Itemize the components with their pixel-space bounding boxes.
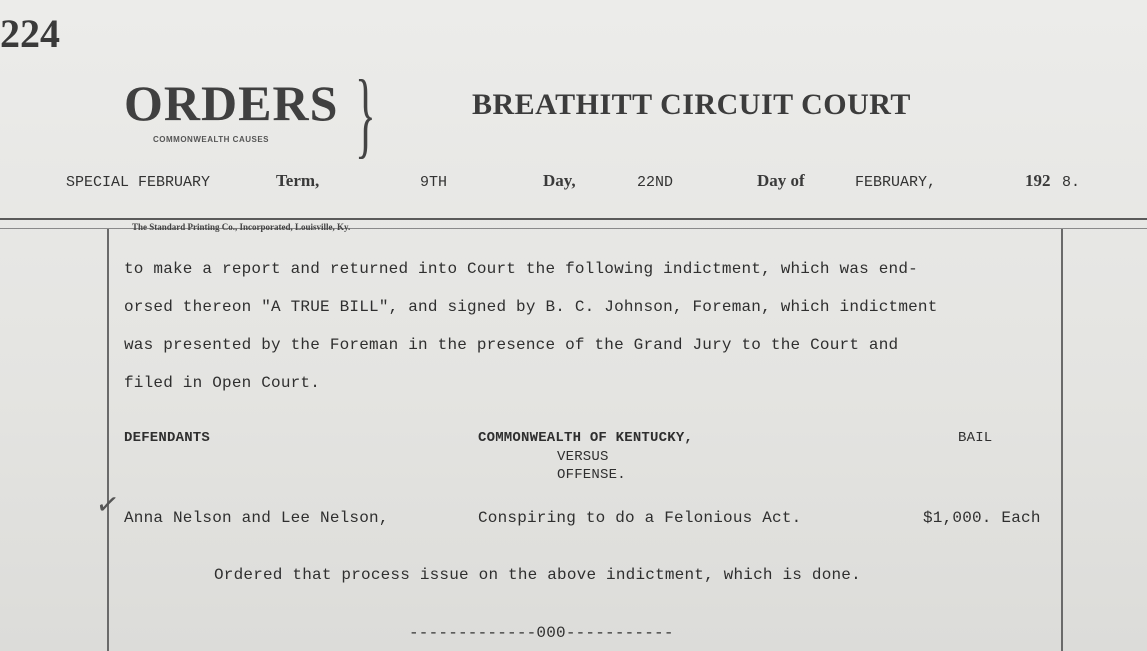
body-line-2: orsed thereon "A TRUE BILL", and signed by B. C. Johnson, Foreman, which indictment [124,298,938,316]
left-margin-line [107,229,109,651]
page-number: 224 [0,11,60,56]
day-value: 9TH [420,174,448,191]
bail-header: BAIL [958,430,993,446]
section-separator: -------------000----------- [409,624,674,642]
caption-versus: VERSUS [557,449,609,465]
defendants-header: DEFENDANTS [124,430,211,446]
term-label: Term, [276,171,320,190]
caption-offense: OFFENSE. [557,467,626,483]
month-value: FEBRUARY, [855,174,937,191]
printer-credit: The Standard Printing Co., Incorporated, Louisville, Ky. [132,222,351,232]
orders-subtitle: COMMONWEALTH CAUSES [153,135,270,144]
header-rule [0,218,1147,220]
day-label: Day, [543,171,576,190]
caption-commonwealth: COMMONWEALTH OF KENTUCKY, [478,430,694,446]
day-of-label: Day of [757,171,805,190]
process-order: Ordered that process issue on the above indictment, which is done. [214,566,861,584]
header-brace: } [355,60,376,167]
body-line-3: was presented by the Foreman in the presence of the Grand Jury to the Court and [124,336,899,354]
checkmark-icon: ✓ [93,486,122,523]
offense-description: Conspiring to do a Felonious Act. [478,509,802,527]
body-line-1: to make a report and returned into Court the following indictment, which was end- [124,260,918,278]
year-prefix: 192 [1025,171,1051,190]
defendant-names: Anna Nelson and Lee Nelson, [124,509,389,527]
court-name: BREATHITT CIRCUIT COURT [472,88,911,121]
year-suffix: 8. [1062,174,1081,191]
day-of-value: 22ND [637,174,674,191]
bail-amount: $1,000. Each [923,509,1041,527]
right-margin-line [1061,229,1063,651]
term-value: SPECIAL FEBRUARY [66,174,211,191]
orders-title: ORDERS [124,75,339,131]
body-line-4: filed in Open Court. [124,374,321,392]
